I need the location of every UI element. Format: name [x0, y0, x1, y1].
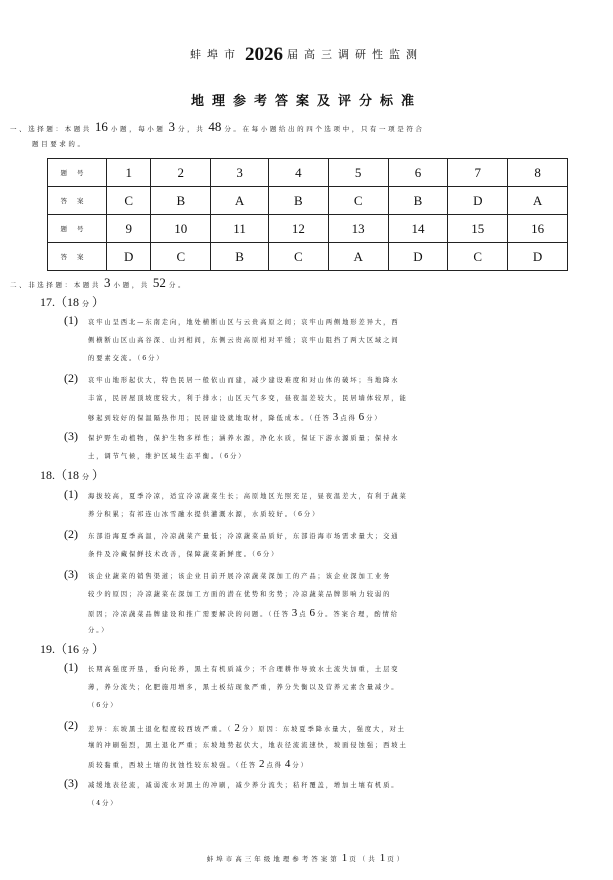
question-score: 18 — [67, 295, 80, 309]
section1-line2: 题目要求的。 — [32, 140, 87, 148]
table-cell: D — [107, 243, 151, 271]
section1-text-a: 一、选择题：本题共 — [10, 125, 92, 133]
page-footer — [0, 852, 613, 864]
table-row-answer-2 — [48, 243, 568, 271]
q19-part1-number: (1) — [64, 660, 78, 674]
table-cell: 6 — [388, 159, 448, 187]
text: 差异：东坡黑土退化程度较西坡严重。（ — [88, 726, 233, 733]
table-cell: B — [151, 187, 211, 215]
answer-line: 较少的原因；冷凉蔬菜在深加工方面的潜在优势和劣势；冷凉蔬菜品牌影响力较弱的 — [88, 591, 392, 598]
text: 点得 — [266, 762, 283, 769]
section2-text-b: 小题，共 — [113, 281, 150, 289]
section1-heading — [10, 120, 425, 136]
page-total: 1 — [379, 852, 386, 864]
table-cell: B — [211, 243, 269, 271]
row-label-answer: 答案 — [48, 187, 107, 215]
question-19-heading — [40, 640, 104, 657]
table-cell: C — [268, 243, 328, 271]
q19-part3-number: (3) — [64, 776, 78, 790]
table-cell: C — [328, 187, 388, 215]
title-year: 2026 — [245, 44, 283, 65]
table-cell: 12 — [268, 215, 328, 243]
answer-line — [88, 755, 309, 775]
section1-text-b: 小题，每小题 — [110, 125, 166, 133]
title-prefix: 蚌埠市 — [190, 48, 241, 61]
table-cell: 14 — [388, 215, 448, 243]
table-cell: C — [151, 243, 211, 271]
q17-part3-number: (3) — [64, 429, 78, 443]
text: 点 — [299, 611, 308, 618]
answer-line: 减缓地表径流，减弱流水对黑土的冲刷，减少养分流失；秸秆覆盖，增加土壤有机质。 — [88, 782, 400, 789]
footer-text: 蚌埠市高三年级地理参考答案第 — [206, 855, 340, 863]
number: 2 — [234, 722, 240, 734]
table-cell: 7 — [448, 159, 508, 187]
number: 6 — [358, 411, 365, 423]
table-cell: A — [508, 187, 568, 215]
q19-part2-number: (2) — [64, 718, 78, 732]
paren: ） — [92, 642, 105, 656]
paren: ） — [92, 295, 105, 309]
answer-line — [88, 719, 406, 739]
row-label-question: 题号 — [48, 215, 107, 243]
score-unit: 分 — [82, 473, 90, 481]
q18-part1-number: (1) — [64, 487, 78, 501]
question-score: 18 — [67, 468, 80, 482]
paren: （ — [55, 295, 68, 309]
title-suffix: 届高三调研性监测 — [287, 48, 423, 61]
text: 分）原因：东坡夏季降水量大，强度大，对土 — [241, 726, 406, 733]
answer-line: 侧横断山区山高谷深、山河相间，东侧云贵高原相对平缓；哀牢山阻挡了两大区域之间 — [88, 337, 400, 344]
q18-part3-number: (3) — [64, 567, 78, 581]
table-cell: 1 — [107, 159, 151, 187]
table-row-question-2 — [48, 215, 568, 243]
exam-title — [0, 44, 613, 66]
question-number: 18. — [40, 468, 55, 482]
answer-line: 长期高强度开垦，垂向轮养，黑土有机质减少；不合理耕作导致水土流失加重，土层变 — [88, 666, 400, 673]
question-number: 19. — [40, 642, 55, 656]
question-score: 16 — [67, 642, 80, 656]
section1-each: 3 — [168, 119, 176, 134]
table-row-answer-1 — [48, 187, 568, 215]
answer-line: （6分） — [88, 702, 119, 709]
answer-line — [88, 408, 383, 428]
section2-text-c: 分。 — [168, 281, 188, 289]
answer-line — [88, 604, 399, 624]
table-cell: 2 — [151, 159, 211, 187]
row-label-question: 题号 — [48, 159, 107, 187]
question-17-heading — [40, 293, 104, 310]
table-cell: 5 — [328, 159, 388, 187]
section1-text-d: 分。在每小题给出的四个选项中，只有一项是符合 — [224, 125, 425, 133]
section2-heading — [10, 276, 187, 292]
document-subtitle: 地理参考答案及评分标准 — [190, 94, 422, 109]
table-cell: A — [328, 243, 388, 271]
text: 分。答案合理，酌情给 — [316, 611, 399, 618]
paren: （ — [55, 642, 68, 656]
section2-text-a: 二、非选择题：本题共 — [10, 281, 101, 289]
row-label-answer: 答案 — [48, 243, 107, 271]
table-cell: 11 — [211, 215, 269, 243]
table-cell: C — [448, 243, 508, 271]
text: 分） — [292, 762, 309, 769]
table-cell: D — [388, 243, 448, 271]
table-cell: 10 — [151, 215, 211, 243]
text: 点得 — [340, 415, 357, 422]
score-unit: 分 — [82, 647, 90, 655]
table-cell: C — [107, 187, 151, 215]
answer-line: 哀牢山地形起伏大，特色民居一般依山而建，减少建设难度和对山体的破坏；当地降水 — [88, 377, 400, 384]
footer-text: 页（共 — [349, 855, 378, 863]
answer-line: 土，调节气候，维护区域生态平衡。（6分） — [88, 453, 247, 460]
table-cell: 15 — [448, 215, 508, 243]
answer-line: 东部沿海夏季高温，冷凉蔬菜产量低；冷凉蔬菜品质好，东部沿海市场需求量大；交通 — [88, 533, 400, 540]
number: 6 — [309, 607, 315, 619]
answer-line: 海拔较高，夏季冷凉，适宜冷凉蔬菜生长；高原地区光照充足，昼夜温差大，有利于蔬菜 — [88, 493, 408, 500]
question-18-heading — [40, 466, 104, 483]
number: 3 — [291, 607, 298, 619]
table-cell: B — [388, 187, 448, 215]
section1-total: 48 — [208, 119, 222, 134]
table-cell: D — [448, 187, 508, 215]
q17-part1-number: (1) — [64, 313, 78, 327]
number: 4 — [284, 758, 291, 770]
table-cell: 9 — [107, 215, 151, 243]
text: 分） — [366, 415, 383, 422]
table-cell: 3 — [211, 159, 269, 187]
answer-line: 分。） — [88, 627, 110, 634]
page-number: 1 — [341, 852, 348, 864]
number: 3 — [332, 411, 339, 423]
text: 够起到较好的保温隔热作用；民居建设就地取材，降低成本。（任答 — [88, 415, 331, 422]
table-cell: D — [508, 243, 568, 271]
footer-text: 页） — [387, 855, 407, 863]
score-unit: 分 — [82, 300, 90, 308]
answer-line: （4分） — [88, 800, 119, 807]
section2-count: 3 — [104, 275, 111, 290]
answer-line: 的要素交流。（6分） — [88, 355, 165, 362]
answer-line: 薄，养分流失；化肥施用增多，黑土板结现象严重，养分失衡以及营养元素含量减少。 — [88, 684, 400, 691]
text: 质较黏重，西坡土壤的抗蚀性较东坡强。（任答 — [88, 762, 257, 769]
number: 2 — [258, 758, 265, 770]
answer-line: 保护野生动植物，保护生物多样性；涵养水源，净化水质，保证下游水源质量；保持水 — [88, 435, 400, 442]
table-cell: 16 — [508, 215, 568, 243]
answer-line: 哀牢山呈西北—东南走向，地处横断山区与云贵高原之间；哀牢山两侧地形差异大，西 — [88, 319, 400, 326]
table-cell: B — [268, 187, 328, 215]
section1-text-c: 分，共 — [178, 125, 206, 133]
table-cell: 4 — [268, 159, 328, 187]
question-number: 17. — [40, 295, 55, 309]
table-cell: A — [211, 187, 269, 215]
text: 原因；冷凉蔬菜品牌建设和推广需要解决的问题。（任答 — [88, 611, 290, 618]
answer-line: 壤的冲刷强烈，黑土退化严重；东坡地势起伏大，地表径流流速快，坡面侵蚀强；西坡土 — [88, 742, 408, 749]
paren: ） — [92, 468, 105, 482]
answer-line: 该企业蔬菜的销售渠道；该企业目前开展冷凉蔬菜深加工的产品；该企业深加工业务 — [88, 573, 392, 580]
answer-line: 养分积累；有祁连山冰雪融水提供灌溉水源，水质较好。（6分） — [88, 511, 321, 518]
paren: （ — [55, 468, 68, 482]
section1-count: 16 — [94, 119, 108, 134]
table-row-question-1 — [48, 159, 568, 187]
answer-table — [47, 158, 568, 271]
answer-line: 条件及冷藏保鲜技术改善，保障蔬菜新鲜度。（6分） — [88, 551, 280, 558]
table-cell: 8 — [508, 159, 568, 187]
table-cell: 13 — [328, 215, 388, 243]
q17-part2-number: (2) — [64, 371, 78, 385]
section2-total: 52 — [152, 275, 166, 290]
q18-part2-number: (2) — [64, 527, 78, 541]
answer-line: 丰富，民居屋顶坡度较大，利于排水；山区天气多变，昼夜温差较大，民居墙体较厚，能 — [88, 395, 408, 402]
